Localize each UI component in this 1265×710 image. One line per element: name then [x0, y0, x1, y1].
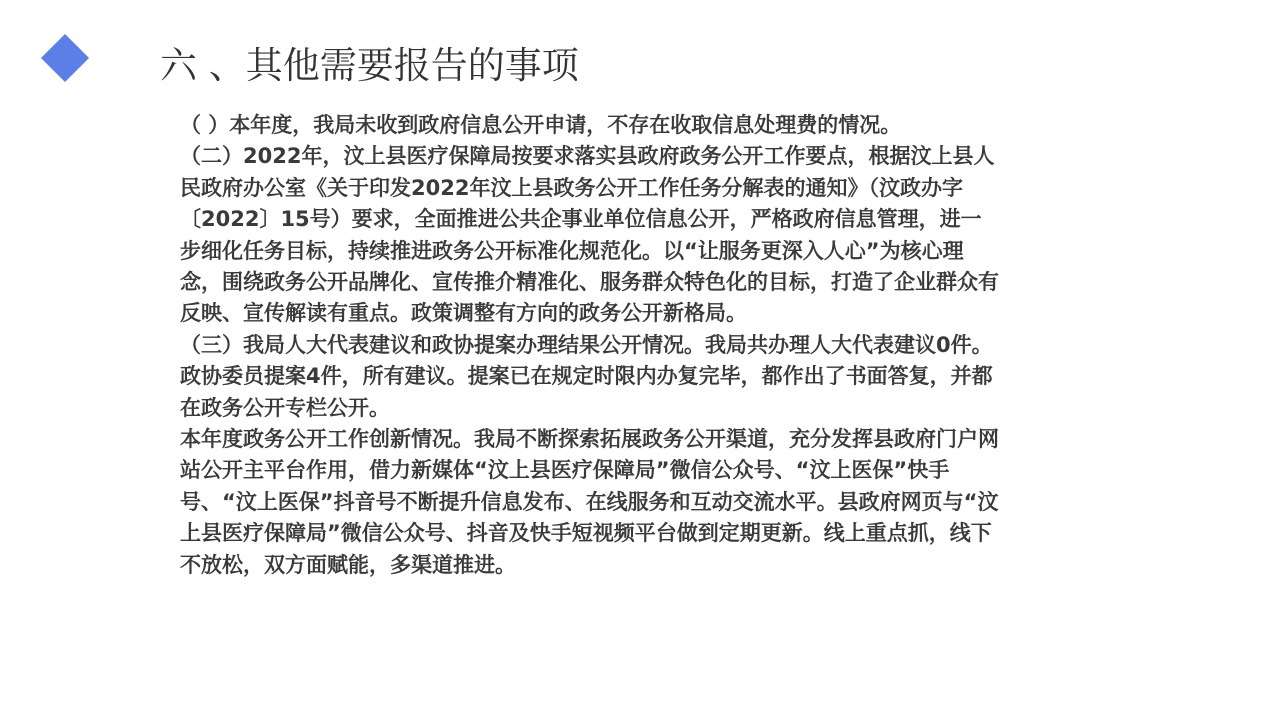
- diamond-bullet-icon: [41, 34, 89, 82]
- paragraph-1: （ ）本年度，我局未收到政府信息公开申请，不存在收取信息处理费的情况。: [180, 113, 902, 137]
- page-title: 六 、其他需要报告的事项: [160, 44, 579, 87]
- paragraph-3: （三）我局人大代表建议和政协提案办理结果公开情况。我局共办理人大代表建议0件。政协委员提案4件，所有建议。提案已在规定时限内办复完毕，都作出了书面答复，并都在政务公开专栏公开。: [180, 332, 993, 420]
- paragraph-2: （二）2022年，汶上县医疗保障局按要求落实县政府政务公开工作要点，根据汶上县人民政府办公室《关于印发2022年汶上县政务公开工作任务分解表的通知》（汶政办字〔2022〕15号）要求，全面推进公共企事业单位信息公开，严格政府信息管理，进一步细化任务目标，持续推进政务公开标准化规范化。以“让服务更深入人心”为核心理念，围绕政务公开品牌化、宣传推介精准化、服务群众特色化的目标，打造了企业群众有反映、宣传解读有重点。政策调整有方向的政务公开新格局。: [180, 144, 999, 326]
- body-text: [180, 110, 1000, 581]
- paragraph-4: 本年度政务公开工作创新情况。我局不断探索拓展政务公开渠道，充分发挥县政府门户网站公开主平台作用，借力新媒体“汶上县医疗保障局”微信公众号、“汶上医保”快手号、“汶上医保”抖音号不断提升信息发布、在线服务和互动交流水平。县政府网页与“汶上县医疗保障局”微信公众号、抖音及快手短视频平台做到定期更新。线上重点抓，线下不放松，双方面赋能，多渠道推进。: [180, 427, 999, 577]
